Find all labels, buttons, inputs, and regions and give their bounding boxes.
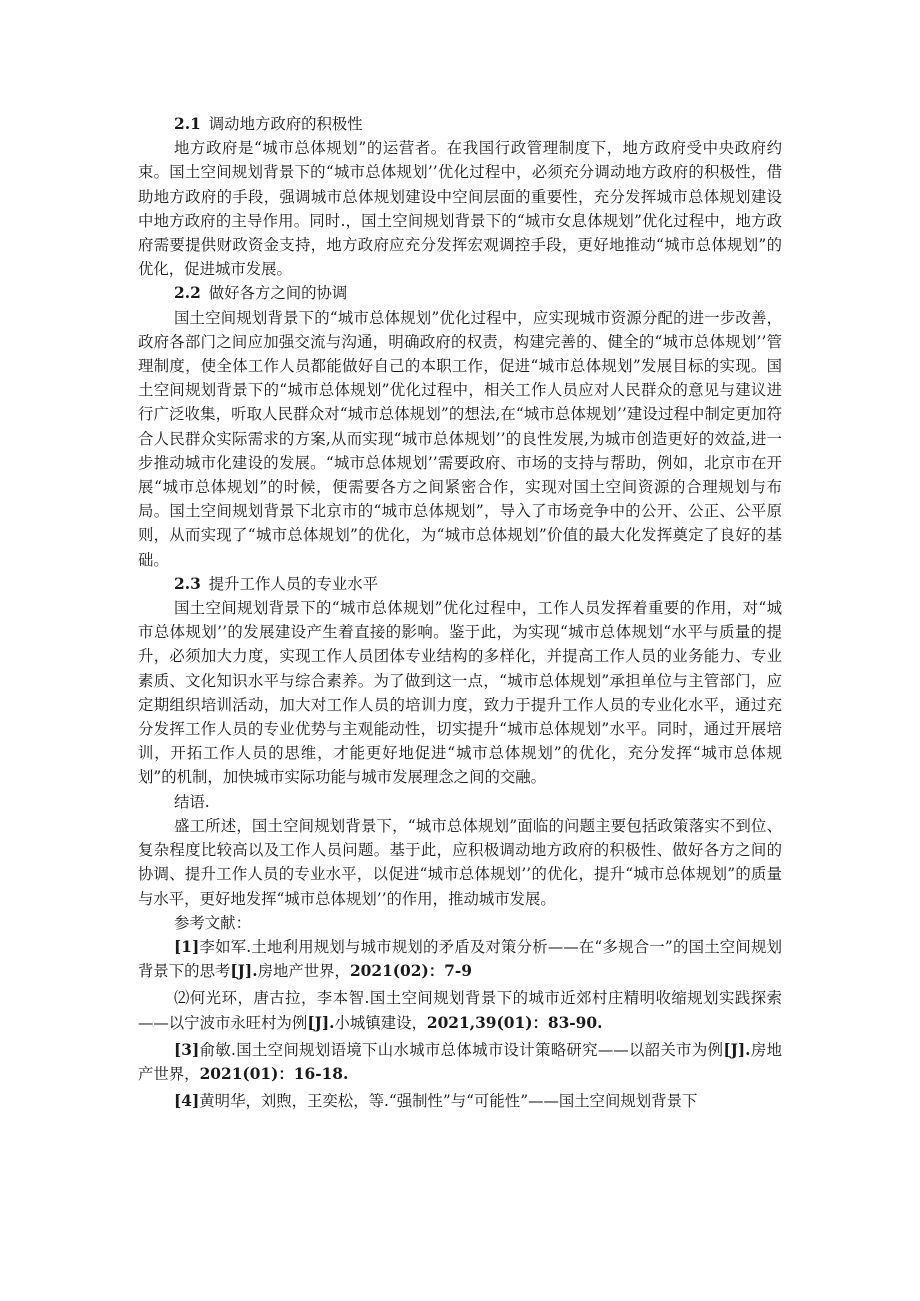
- reference-detail: 2021(01)：16-18.: [199, 1064, 349, 1083]
- reference-text: 俞敏.国土空间规划语境下山水城市总体城市设计策略研究——以韶关市为例: [199, 1040, 724, 1059]
- section-heading-2-1: [138, 112, 782, 136]
- section-number: 2.3: [174, 574, 201, 593]
- reference-text: 黄明华，刘煦，王奕松，等.“强制性”与“可能性”——国土空间规划背景下: [199, 1092, 698, 1111]
- section-title: 做好各方之间的协调: [208, 284, 348, 303]
- section-title: 提升工作人员的专业水平: [208, 574, 379, 593]
- reference-detail: 2021,39(01)：83-90.: [426, 1013, 603, 1032]
- reference-source: 房地产世界，: [138, 1040, 782, 1083]
- reference-type: [J].: [230, 962, 258, 981]
- section-title: 调动地方政府的积极性: [208, 115, 363, 133]
- section-heading-2-2: [138, 281, 782, 305]
- reference-tag: ⑵: [174, 989, 190, 1008]
- reference-type: [J].: [723, 1040, 751, 1059]
- reference-tag: [4]: [174, 1092, 200, 1111]
- references-heading: 参考文献：: [174, 913, 251, 932]
- reference-item: [138, 935, 782, 983]
- section-paragraph: 地方政府是“城市总体规划”的运营者。在我国行政管理制度下，地方政府受中央政府约束。国土空间规划背景下的“城市总体规划’’优化过程中，必须充分调动地方政府的积极性，借助地方政府的手段，强调城市总体规划建设中空间层面的重要性，充分发挥城市总体规划建设中地方政府的主导作用。同时.，国土空间规划背景下的“城市女息体规划”优化过程中，地方政府需要提供财政资金支持，地方政府应充分发挥宏观调控手段，更好地推动“城市总体规划”的优化，促进城市发展。: [138, 139, 782, 279]
- reference-tag: [1]: [174, 937, 200, 956]
- reference-item: [138, 1038, 782, 1086]
- section-number: 2.1: [174, 115, 201, 133]
- document-page: [138, 112, 782, 1116]
- reference-source: 小城镇建设，: [334, 1013, 427, 1032]
- conclusion-paragraph: 盛工所述，国土空间规划背景下，“城市总体规划”面临的问题主要包括政策落实不到位、复杂程度比较高以及工作人员问题。基于此，应积极调动地方政府的积极性、做好各方之间的协调、提升工作人员的专业水平，以促进“城市总体规划’’的优化，提升“城市总体规划”的质量与水平，更好地发挥“城市总体规划’’的作用，推动城市发展。: [138, 816, 782, 908]
- section-number: 2.2: [174, 284, 201, 303]
- section-paragraph: 国土空间规划背景下的“城市总体规划”优化过程中，应实现城市资源分配的进一步改善，政府各部门之间应加强交流与沟通，明确政府的权责，构建完善的、健全的“城市总体规划’’管理制度，使全体工作人员都能做好自己的本职工作，促进“城市总体规划”发展目标的实现。国土空间规划背景下的“城市总体规划”优化过程中，相关工作人员应对人民群众的意见与建议进行广泛收集，听取人民群众对“城市总体规划”的想法,在“城市总体规划’’建设过程中制定更加符合人民群众实际需求的方案,从而实现“城市总体规划’’的良性发展,为城市创造更好的效益,进一步推动城市化建设的发展。“城市总体规划’’需要政府、市场的支持与帮助，例如，北京市在开展“城市总体规划”的时候，便需要各方之间紧密合作，实现对国土空间资源的合理规划与布局。国土空间规划背景下北京市的“城市总体规划”，导入了市场竞争中的公开、公正、公平原则，从而实现了“城市总体规划”的优化，为“城市总体规划”价值的最大化发挥奠定了良好的基础。: [138, 308, 782, 569]
- reference-source: 房地产世界，: [257, 962, 350, 981]
- section-paragraph: 国土空间规划背景下的“城市总体规划”优化过程中，工作人员发挥着重要的作用，对“城市总体规划’’的发展建设产生着直接的影响。鉴于此，为实现“城市总体规划“水平与质量的提升，必须加大力度，实现工作人员团体专业结构的多样化，并提高工作人员的业务能力、专业素质、文化知识水平与综合素养。为了做到这一点，“城市总体规划”承担单位与主管部门，应定期组织培训活动，加大对工作人员的培训力度，致力于提升工作人员的专业化水平，通过充分发挥工作人员的专业优势与主观能动性，切实提升“城市总体规划”水平。同时，通过开展培训，开拓工作人员的思维，才能更好地促进“城市总体规划”的优化，充分发挥“城市总体规划”的机制，加快城市实际功能与城市发展理念之间的交融。: [138, 599, 782, 787]
- conclusion-heading: 结语.: [174, 792, 210, 811]
- reference-item: [138, 1089, 782, 1113]
- reference-text: 李如军.土地利用规划与城市规划的矛盾及对策分析——在“多规合一”的国土空间规划背景下的思考: [138, 937, 782, 981]
- reference-tag: [3]: [174, 1040, 200, 1059]
- reference-item: [138, 986, 782, 1034]
- reference-text: 何光环，唐古拉，李本智.国土空间规划背景下的城市近郊村庄精明收缩规划实践探索——以宁波市永旺村为例: [138, 989, 782, 1032]
- section-heading-2-3: [138, 572, 782, 596]
- reference-type: [J].: [307, 1013, 335, 1032]
- reference-detail: 2021(02)：7-9: [349, 962, 472, 981]
